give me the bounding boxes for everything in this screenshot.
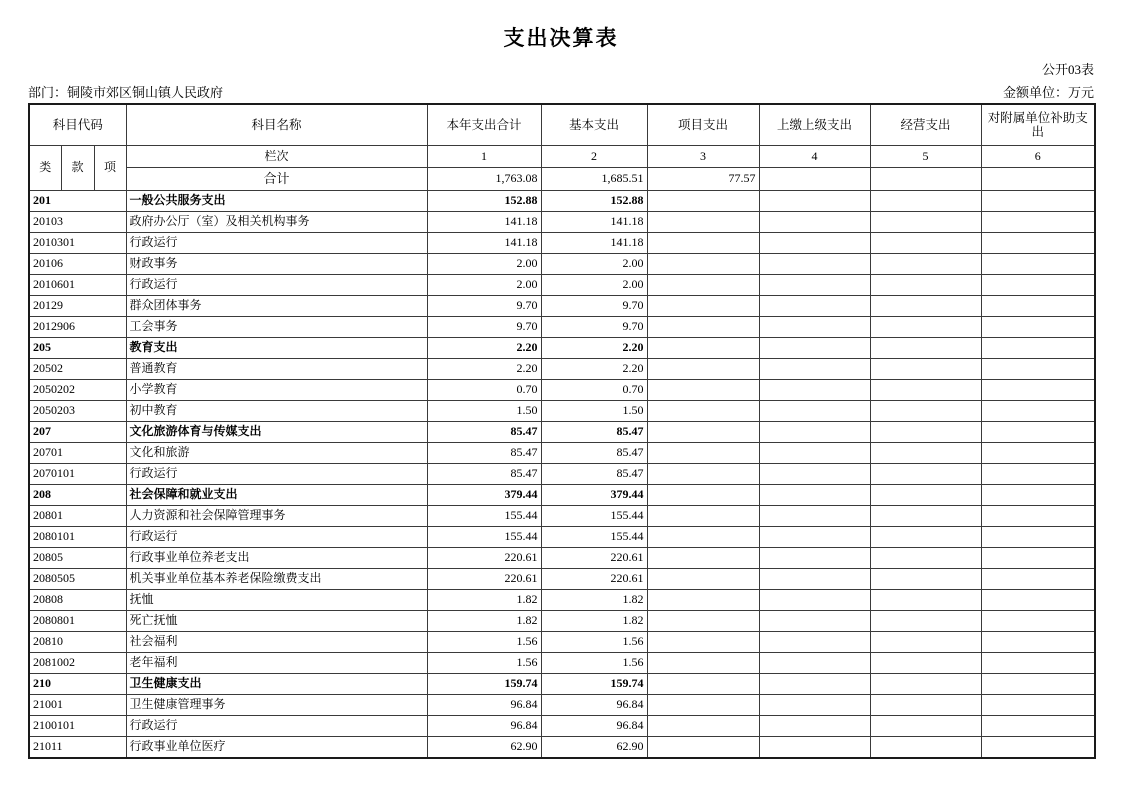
amount-cell: 96.84 — [427, 695, 541, 716]
amount-cell: 220.61 — [427, 548, 541, 569]
subject-code-cell: 2080101 — [29, 527, 126, 548]
col-header-basic: 基本支出 — [541, 104, 647, 146]
amount-cell — [870, 716, 981, 737]
amount-cell — [759, 275, 870, 296]
subject-code-cell: 2010601 — [29, 275, 126, 296]
table-row — [29, 317, 1095, 338]
table-body — [29, 191, 1095, 758]
amount-cell — [647, 653, 759, 674]
amount-cell — [647, 464, 759, 485]
amount-cell: 1.56 — [541, 653, 647, 674]
table-row — [29, 695, 1095, 716]
amount-cell: 85.47 — [541, 422, 647, 443]
amount-cell — [647, 254, 759, 275]
amount-cell: 1.82 — [541, 611, 647, 632]
amount-cell — [870, 695, 981, 716]
table-row — [29, 212, 1095, 233]
amount-cell — [870, 506, 981, 527]
amount-cell: 2.00 — [427, 275, 541, 296]
table-row — [29, 611, 1095, 632]
amount-cell — [981, 359, 1095, 380]
subject-name-cell: 行政运行 — [126, 275, 427, 296]
subject-code-cell: 21011 — [29, 737, 126, 758]
amount-cell: 96.84 — [541, 695, 647, 716]
subject-name-cell: 死亡抚恤 — [126, 611, 427, 632]
subject-name-cell: 行政事业单位医疗 — [126, 737, 427, 758]
amount-cell: 2.00 — [427, 254, 541, 275]
amount-cell — [647, 716, 759, 737]
amount-cell — [759, 254, 870, 275]
amount-cell — [759, 527, 870, 548]
total-value: 77.57 — [647, 168, 759, 191]
amount-cell — [647, 401, 759, 422]
amount-cell — [759, 422, 870, 443]
table-row — [29, 464, 1095, 485]
subject-name-cell: 政府办公厅（室）及相关机构事务 — [126, 212, 427, 233]
subject-code-cell: 2080801 — [29, 611, 126, 632]
sub-header-lanci: 栏次 — [126, 146, 427, 168]
amount-cell: 96.84 — [427, 716, 541, 737]
total-label: 合计 — [126, 168, 427, 191]
amount-cell — [870, 548, 981, 569]
header-row — [29, 104, 1095, 146]
amount-cell — [981, 212, 1095, 233]
amount-cell: 379.44 — [427, 485, 541, 506]
subject-name-cell: 人力资源和社会保障管理事务 — [126, 506, 427, 527]
amount-cell — [870, 254, 981, 275]
amount-cell — [870, 422, 981, 443]
page-title: 支出决算表 — [503, 27, 619, 50]
subject-name-cell: 文化和旅游 — [126, 443, 427, 464]
table-row — [29, 275, 1095, 296]
amount-cell — [647, 569, 759, 590]
subject-name-cell: 初中教育 — [126, 401, 427, 422]
amount-cell: 96.84 — [541, 716, 647, 737]
amount-cell: 2.00 — [541, 254, 647, 275]
table-row — [29, 527, 1095, 548]
amount-cell — [981, 464, 1095, 485]
amount-cell: 155.44 — [541, 527, 647, 548]
amount-cell: 9.70 — [427, 317, 541, 338]
subject-code-cell: 20805 — [29, 548, 126, 569]
amount-cell: 2.00 — [541, 275, 647, 296]
amount-cell — [981, 737, 1095, 758]
amount-cell — [981, 548, 1095, 569]
col-header-upward: 上缴上级支出 — [759, 104, 870, 146]
subject-code-cell: 20810 — [29, 632, 126, 653]
amount-cell — [870, 464, 981, 485]
table-row — [29, 443, 1095, 464]
subject-name-cell: 社会保障和就业支出 — [126, 485, 427, 506]
amount-cell: 141.18 — [541, 233, 647, 254]
amount-cell — [981, 254, 1095, 275]
col-header-subject-name: 科目名称 — [126, 104, 427, 146]
subject-code-cell: 2100101 — [29, 716, 126, 737]
amount-cell — [981, 527, 1095, 548]
table-row — [29, 338, 1095, 359]
amount-cell: 9.70 — [541, 296, 647, 317]
amount-cell — [981, 485, 1095, 506]
amount-cell — [647, 296, 759, 317]
amount-cell — [981, 632, 1095, 653]
amount-cell — [981, 653, 1095, 674]
subject-code-cell: 2012906 — [29, 317, 126, 338]
amount-cell: 1.82 — [427, 590, 541, 611]
subject-name-cell: 抚恤 — [126, 590, 427, 611]
table-row — [29, 380, 1095, 401]
subject-code-cell: 2050203 — [29, 401, 126, 422]
amount-cell: 0.70 — [541, 380, 647, 401]
subject-name-cell: 行政事业单位养老支出 — [126, 548, 427, 569]
total-value — [870, 168, 981, 191]
amount-cell — [759, 695, 870, 716]
amount-cell: 379.44 — [541, 485, 647, 506]
amount-cell — [870, 674, 981, 695]
subject-name-cell: 社会福利 — [126, 632, 427, 653]
amount-cell: 85.47 — [427, 443, 541, 464]
amount-cell — [870, 233, 981, 254]
amount-cell: 85.47 — [427, 422, 541, 443]
subject-code-cell: 20103 — [29, 212, 126, 233]
amount-cell — [647, 380, 759, 401]
subject-code-cell: 207 — [29, 422, 126, 443]
table-row — [29, 674, 1095, 695]
subject-code-cell: 21001 — [29, 695, 126, 716]
amount-cell — [647, 506, 759, 527]
amount-cell — [647, 443, 759, 464]
subject-name-cell: 行政运行 — [126, 464, 427, 485]
subject-name-cell: 群众团体事务 — [126, 296, 427, 317]
amount-cell — [870, 191, 981, 212]
amount-cell: 1.82 — [541, 590, 647, 611]
amount-cell — [981, 716, 1095, 737]
amount-cell — [759, 737, 870, 758]
amount-cell: 85.47 — [541, 464, 647, 485]
amount-cell — [759, 506, 870, 527]
amount-cell — [647, 191, 759, 212]
table-row — [29, 254, 1095, 275]
amount-cell — [870, 401, 981, 422]
amount-cell: 9.70 — [427, 296, 541, 317]
amount-cell: 159.74 — [541, 674, 647, 695]
amount-cell: 220.61 — [541, 569, 647, 590]
col-header-total: 本年支出合计 — [427, 104, 541, 146]
amount-cell — [647, 611, 759, 632]
subject-code-cell: 20106 — [29, 254, 126, 275]
subject-name-cell: 工会事务 — [126, 317, 427, 338]
amount-cell — [647, 695, 759, 716]
col-header-subject-code: 科目代码 — [29, 104, 126, 146]
amount-cell — [647, 485, 759, 506]
amount-cell — [759, 674, 870, 695]
amount-cell: 141.18 — [427, 233, 541, 254]
amount-cell: 1.56 — [541, 632, 647, 653]
amount-cell — [981, 695, 1095, 716]
amount-cell: 220.61 — [427, 569, 541, 590]
amount-cell — [981, 380, 1095, 401]
amount-cell — [870, 569, 981, 590]
amount-cell: 1.56 — [427, 653, 541, 674]
col-index: 2 — [541, 146, 647, 168]
amount-cell — [981, 401, 1095, 422]
col-index: 1 — [427, 146, 541, 168]
amount-cell — [647, 737, 759, 758]
amount-cell — [759, 569, 870, 590]
col-header-operating: 经营支出 — [870, 104, 981, 146]
table-row — [29, 653, 1095, 674]
subject-name-cell: 行政运行 — [126, 716, 427, 737]
subject-name-cell: 行政运行 — [126, 527, 427, 548]
table-row — [29, 548, 1095, 569]
table-row — [29, 632, 1095, 653]
table-row — [29, 359, 1095, 380]
amount-cell — [981, 338, 1095, 359]
amount-cell: 159.74 — [427, 674, 541, 695]
subject-code-cell: 2010301 — [29, 233, 126, 254]
amount-cell — [759, 632, 870, 653]
amount-cell — [759, 653, 870, 674]
total-value: 1,763.08 — [427, 168, 541, 191]
amount-cell: 1.50 — [427, 401, 541, 422]
amount-cell — [759, 443, 870, 464]
subheader-row — [29, 146, 1095, 168]
amount-cell — [870, 359, 981, 380]
total-value — [981, 168, 1095, 191]
subject-name-cell: 普通教育 — [126, 359, 427, 380]
amount-cell: 85.47 — [541, 443, 647, 464]
table-number-label: 公开03表 — [1041, 62, 1094, 77]
amount-cell: 220.61 — [541, 548, 647, 569]
subject-name-cell: 教育支出 — [126, 338, 427, 359]
amount-cell: 62.90 — [427, 737, 541, 758]
amount-cell — [981, 674, 1095, 695]
amount-cell: 0.70 — [427, 380, 541, 401]
amount-cell — [981, 191, 1095, 212]
amount-cell — [870, 380, 981, 401]
table-row — [29, 737, 1095, 758]
amount-cell: 152.88 — [427, 191, 541, 212]
table-row — [29, 506, 1095, 527]
amount-cell: 141.18 — [427, 212, 541, 233]
amount-cell: 2.20 — [427, 338, 541, 359]
amount-cell — [647, 422, 759, 443]
amount-cell — [647, 590, 759, 611]
amount-cell — [647, 632, 759, 653]
subject-name-cell: 行政运行 — [126, 233, 427, 254]
amount-cell: 9.70 — [541, 317, 647, 338]
amount-cell — [759, 191, 870, 212]
amount-cell: 85.47 — [427, 464, 541, 485]
amount-cell — [870, 275, 981, 296]
subject-code-cell: 2081002 — [29, 653, 126, 674]
table-row — [29, 716, 1095, 737]
total-value: 1,685.51 — [541, 168, 647, 191]
amount-cell — [981, 443, 1095, 464]
amount-cell — [759, 716, 870, 737]
subject-code-cell: 208 — [29, 485, 126, 506]
table-row — [29, 422, 1095, 443]
table-row — [29, 233, 1095, 254]
amount-cell — [981, 590, 1095, 611]
table-row — [29, 485, 1095, 506]
amount-cell — [647, 233, 759, 254]
amount-cell — [759, 611, 870, 632]
amount-cell: 152.88 — [541, 191, 647, 212]
subject-name-cell: 卫生健康管理事务 — [126, 695, 427, 716]
amount-cell — [870, 590, 981, 611]
amount-cell — [981, 317, 1095, 338]
amount-cell — [759, 401, 870, 422]
unit-label: 金额单位：万元 — [1002, 85, 1094, 100]
col-index: 6 — [981, 146, 1095, 168]
amount-cell — [981, 233, 1095, 254]
amount-cell — [759, 296, 870, 317]
col-header-subsidy: 对附属单位补助支出 — [981, 104, 1095, 146]
amount-cell: 155.44 — [427, 527, 541, 548]
subject-code-cell: 20701 — [29, 443, 126, 464]
amount-cell — [647, 359, 759, 380]
amount-cell — [981, 422, 1095, 443]
subject-code-cell: 2070101 — [29, 464, 126, 485]
meta-row — [28, 82, 1094, 101]
amount-cell — [759, 464, 870, 485]
amount-cell — [647, 527, 759, 548]
amount-cell — [981, 296, 1095, 317]
amount-cell — [870, 632, 981, 653]
amount-cell — [981, 569, 1095, 590]
subject-code-cell: 20808 — [29, 590, 126, 611]
subject-code-cell: 20129 — [29, 296, 126, 317]
subject-code-cell: 201 — [29, 191, 126, 212]
amount-cell — [759, 338, 870, 359]
amount-cell: 62.90 — [541, 737, 647, 758]
amount-cell — [870, 212, 981, 233]
subject-code-cell: 205 — [29, 338, 126, 359]
subject-code-cell: 210 — [29, 674, 126, 695]
amount-cell: 155.44 — [427, 506, 541, 527]
amount-cell — [870, 737, 981, 758]
sub-header-lei: 类 — [29, 146, 61, 191]
total-row — [29, 168, 1095, 191]
amount-cell — [981, 506, 1095, 527]
amount-cell — [870, 653, 981, 674]
expenditure-table — [28, 103, 1096, 759]
department-label: 部门：铜陵市郊区铜山镇人民政府 — [28, 85, 224, 100]
subject-name-cell: 文化旅游体育与传媒支出 — [126, 422, 427, 443]
table-row — [29, 401, 1095, 422]
amount-cell: 1.50 — [541, 401, 647, 422]
amount-cell — [870, 338, 981, 359]
col-header-project: 项目支出 — [647, 104, 759, 146]
amount-cell: 2.20 — [541, 359, 647, 380]
amount-cell — [759, 485, 870, 506]
sub-header-xiang: 项 — [94, 146, 126, 191]
amount-cell — [759, 359, 870, 380]
amount-cell — [647, 674, 759, 695]
amount-cell — [870, 443, 981, 464]
amount-cell: 141.18 — [541, 212, 647, 233]
amount-cell — [647, 548, 759, 569]
amount-cell: 155.44 — [541, 506, 647, 527]
amount-cell — [870, 527, 981, 548]
col-index: 3 — [647, 146, 759, 168]
table-row — [29, 191, 1095, 212]
amount-cell — [759, 212, 870, 233]
amount-cell — [870, 485, 981, 506]
subject-code-cell: 20502 — [29, 359, 126, 380]
amount-cell — [981, 275, 1095, 296]
subject-code-cell: 2050202 — [29, 380, 126, 401]
subject-name-cell: 卫生健康支出 — [126, 674, 427, 695]
amount-cell: 1.82 — [427, 611, 541, 632]
amount-cell — [647, 317, 759, 338]
amount-cell: 2.20 — [427, 359, 541, 380]
table-row — [29, 296, 1095, 317]
amount-cell: 2.20 — [541, 338, 647, 359]
col-index: 5 — [870, 146, 981, 168]
amount-cell — [759, 317, 870, 338]
sub-header-kuan: 款 — [61, 146, 94, 191]
table-row — [29, 569, 1095, 590]
subject-code-cell: 20801 — [29, 506, 126, 527]
subject-name-cell: 机关事业单位基本养老保险缴费支出 — [126, 569, 427, 590]
col-index: 4 — [759, 146, 870, 168]
table-row — [29, 590, 1095, 611]
amount-cell — [647, 275, 759, 296]
amount-cell — [870, 611, 981, 632]
total-value — [759, 168, 870, 191]
amount-cell — [759, 590, 870, 611]
amount-cell — [981, 611, 1095, 632]
amount-cell — [759, 548, 870, 569]
amount-cell — [870, 296, 981, 317]
subject-name-cell: 老年福利 — [126, 653, 427, 674]
amount-cell: 1.56 — [427, 632, 541, 653]
amount-cell — [759, 380, 870, 401]
amount-cell — [870, 317, 981, 338]
amount-cell — [647, 212, 759, 233]
amount-cell — [647, 338, 759, 359]
amount-cell — [759, 233, 870, 254]
subject-name-cell: 一般公共服务支出 — [126, 191, 427, 212]
subject-name-cell: 小学教育 — [126, 380, 427, 401]
subject-code-cell: 2080505 — [29, 569, 126, 590]
subject-name-cell: 财政事务 — [126, 254, 427, 275]
